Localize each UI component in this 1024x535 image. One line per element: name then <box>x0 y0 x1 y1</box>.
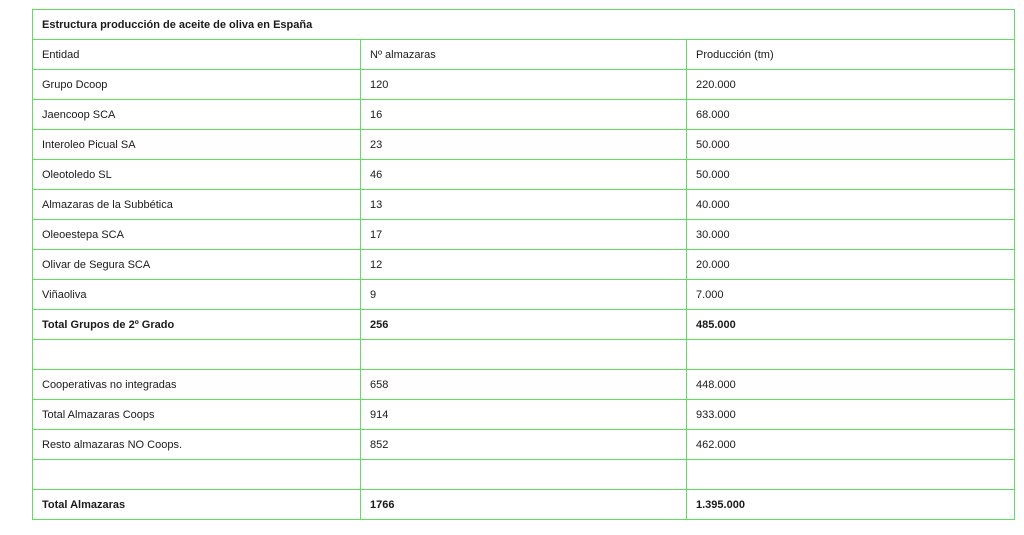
table-row <box>33 370 1015 400</box>
grand-total-row <box>33 490 1015 520</box>
empty-row <box>33 460 1015 490</box>
cell-produccion: 50.000 <box>687 130 1015 160</box>
cell-entidad: Grupo Dcoop <box>33 70 361 100</box>
table-row <box>33 430 1015 460</box>
cell-almazaras: 16 <box>361 100 687 130</box>
cell-produccion: 30.000 <box>687 220 1015 250</box>
header-almazaras: Nº almazaras <box>361 40 687 70</box>
table-row <box>33 100 1015 130</box>
table-row <box>33 220 1015 250</box>
cell-produccion: 448.000 <box>687 370 1015 400</box>
table-title: Estructura producción de aceite de oliva en España <box>33 10 1015 40</box>
cell-entidad: Resto almazaras NO Coops. <box>33 430 361 460</box>
cell-entidad: Total Grupos de 2º Grado <box>33 310 361 340</box>
cell-almazaras <box>361 340 687 370</box>
cell-almazaras: 658 <box>361 370 687 400</box>
empty-row <box>33 340 1015 370</box>
cell-produccion: 50.000 <box>687 160 1015 190</box>
cell-produccion: 220.000 <box>687 70 1015 100</box>
cell-almazaras: 46 <box>361 160 687 190</box>
cell-almazaras <box>361 460 687 490</box>
cell-produccion: 20.000 <box>687 250 1015 280</box>
cell-entidad: Total Almazaras Coops <box>33 400 361 430</box>
cell-entidad: Almazaras de la Subbética <box>33 190 361 220</box>
cell-entidad <box>33 460 361 490</box>
table-row <box>33 130 1015 160</box>
cell-produccion: 933.000 <box>687 400 1015 430</box>
cell-almazaras: 12 <box>361 250 687 280</box>
cell-almazaras: 256 <box>361 310 687 340</box>
cell-entidad: Olivar de Segura SCA <box>33 250 361 280</box>
cell-almazaras: 23 <box>361 130 687 160</box>
table-row <box>33 250 1015 280</box>
cell-almazaras: 17 <box>361 220 687 250</box>
cell-produccion: 1.395.000 <box>687 490 1015 520</box>
cell-produccion <box>687 460 1015 490</box>
table-row <box>33 190 1015 220</box>
table-row <box>33 160 1015 190</box>
cell-produccion: 485.000 <box>687 310 1015 340</box>
cell-almazaras: 1766 <box>361 490 687 520</box>
cell-entidad: Total Almazaras <box>33 490 361 520</box>
table-title-row <box>33 10 1015 40</box>
total-row <box>33 310 1015 340</box>
cell-entidad: Viñaoliva <box>33 280 361 310</box>
cell-almazaras: 13 <box>361 190 687 220</box>
cell-almazaras: 852 <box>361 430 687 460</box>
cell-almazaras: 914 <box>361 400 687 430</box>
header-entidad: Entidad <box>33 40 361 70</box>
production-table-container <box>32 9 1014 520</box>
cell-entidad: Oleoestepa SCA <box>33 220 361 250</box>
table-row <box>33 400 1015 430</box>
cell-entidad: Oleotoledo SL <box>33 160 361 190</box>
cell-almazaras: 120 <box>361 70 687 100</box>
cell-entidad: Cooperativas no integradas <box>33 370 361 400</box>
cell-produccion: 7.000 <box>687 280 1015 310</box>
header-produccion: Producción (tm) <box>687 40 1015 70</box>
cell-produccion: 40.000 <box>687 190 1015 220</box>
production-table <box>32 9 1015 520</box>
cell-entidad <box>33 340 361 370</box>
cell-produccion <box>687 340 1015 370</box>
cell-entidad: Jaencoop SCA <box>33 100 361 130</box>
table-row <box>33 280 1015 310</box>
table-header-row <box>33 40 1015 70</box>
cell-almazaras: 9 <box>361 280 687 310</box>
table-row <box>33 70 1015 100</box>
cell-produccion: 462.000 <box>687 430 1015 460</box>
cell-produccion: 68.000 <box>687 100 1015 130</box>
cell-entidad: Interoleo Picual SA <box>33 130 361 160</box>
